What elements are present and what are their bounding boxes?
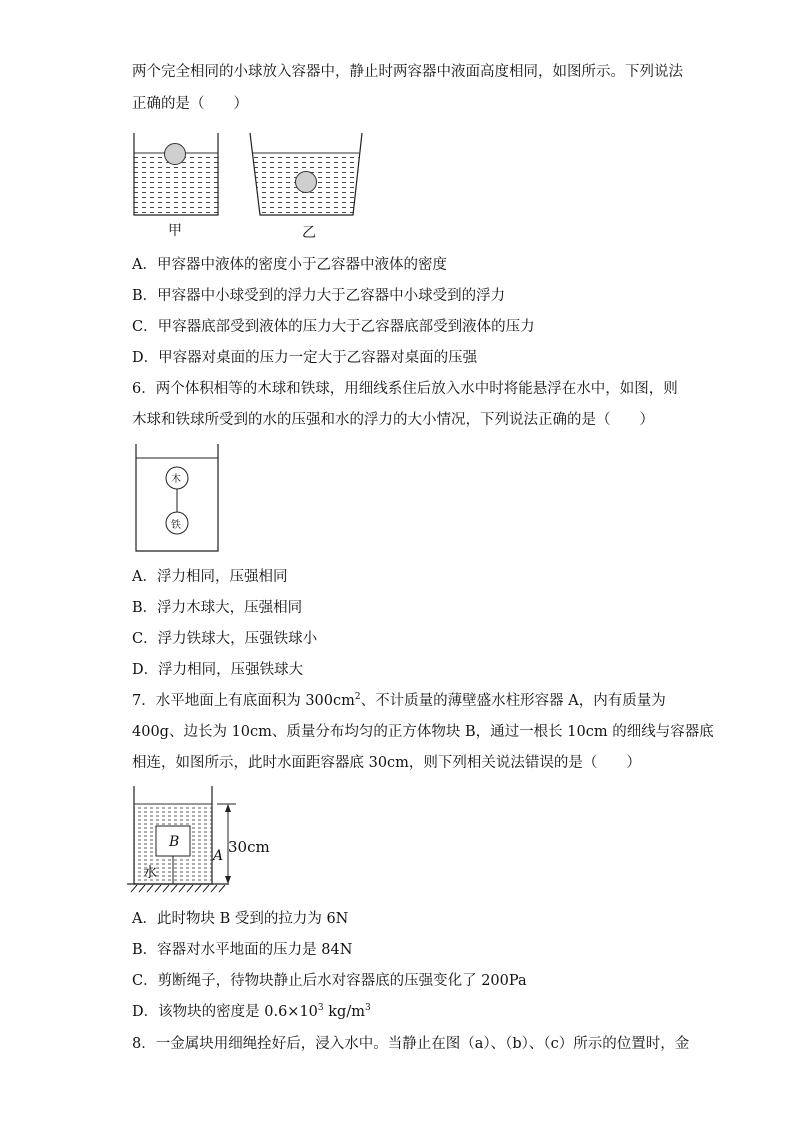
container-a-label: A xyxy=(213,848,224,864)
fig-label-jia: 甲 xyxy=(168,223,182,239)
q6-option-b[interactable]: B．浮力木球大，压强相同 xyxy=(132,600,303,616)
ball-jia xyxy=(165,144,186,165)
q7-option-d[interactable]: D．该物块的密度是 $0.6\times 10^3$ $kg/m^3$ xyxy=(132,1003,371,1020)
iron-ball-label: 铁 xyxy=(171,520,181,531)
container-yi xyxy=(250,133,362,215)
ball-yi xyxy=(296,172,317,193)
q5-option-a[interactable]: A．甲容器中液体的密度小于乙容器中液体的密度 xyxy=(132,257,447,273)
q5-option-c[interactable]: C．甲容器底部受到液体的压力大于乙容器底部受到液体的压力 xyxy=(132,319,535,335)
height-label: 30cm xyxy=(228,838,270,856)
container-jia xyxy=(134,133,218,215)
water-label: 水 xyxy=(143,865,157,881)
wood-ball-label: 木 xyxy=(171,474,181,485)
block-b-label: B xyxy=(169,834,180,850)
fig-label-yi: 乙 xyxy=(302,225,316,241)
q7-stem-line-3: 相连，如图所示，此时水面距容器底 30cm，则下列相关说法错误的是（ ） xyxy=(132,755,641,771)
q5-option-d[interactable]: D．甲容器对桌面的压力一定大于乙容器对桌面的压强 xyxy=(132,350,478,366)
q7-stem-line-2: 400g、边长为 10cm、质量分布均匀的正方体物块 B，通过一根长 10cm 的细线与容器底 xyxy=(132,724,714,740)
q7-option-a[interactable]: A．此时物块 B 受到的拉力为 6N xyxy=(132,911,349,927)
q6-figure xyxy=(132,440,224,555)
q6-option-c[interactable]: C．浮力铁球大，压强铁球小 xyxy=(132,631,318,647)
q5-figure xyxy=(125,125,375,243)
q6-stem-line-1: 6．两个体积相等的木球和铁球，用细线系住后放入水中时将能悬浮在水中，如图，则 xyxy=(132,381,678,397)
q7-stem-line-1: 7．水平地面上有底面积为 $300cm^2$、不计质量的薄壁盛水柱形容器 A，内有质量为 xyxy=(132,692,666,709)
q7-option-b[interactable]: B．容器对水平地面的压力是 84N xyxy=(132,942,353,958)
q5-stem-line-2: 正确的是（ ） xyxy=(132,96,248,112)
q5-stem-line-1: 两个完全相同的小球放入容器中，静止时两容器中液面高度相同，如图所示。下列说法 xyxy=(132,64,683,80)
q6-option-d[interactable]: D．浮力相同，压强铁球大 xyxy=(132,662,304,678)
q6-stem-line-2: 木球和铁球所受到的水的压强和水的浮力的大小情况，下列说法正确的是（ ） xyxy=(132,412,654,428)
q8-stem-line-1: 8．一金属块用细绳拴好后，浸入水中。当静止在图（a）、（b）、（c）所示的位置时，金 xyxy=(132,1036,690,1052)
q5-option-b[interactable]: B．甲容器中小球受到的浮力大于乙容器中小球受到的浮力 xyxy=(132,288,506,304)
q6-option-a[interactable]: A．浮力相同，压强相同 xyxy=(132,569,288,585)
q7-option-c[interactable]: C．剪断绳子，待物块静止后水对容器底的压强变化了 200Pa xyxy=(132,973,527,989)
